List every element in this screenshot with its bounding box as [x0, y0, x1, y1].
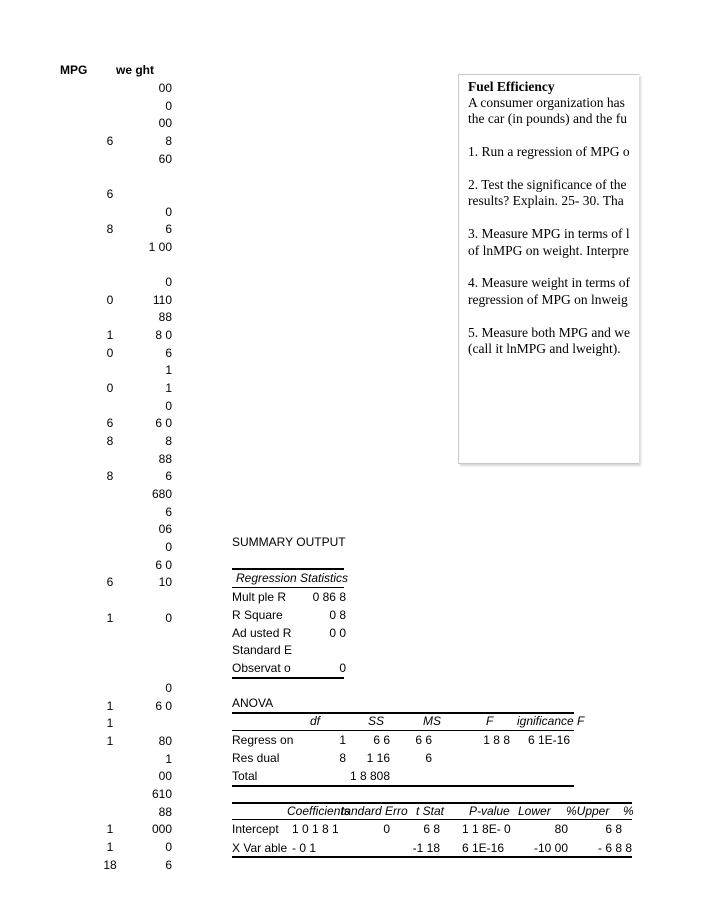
coef-header-coefficients: Coefficients: [287, 804, 350, 818]
coef-cell-c2: 0: [383, 822, 390, 836]
mpg-cell: 1: [106, 716, 114, 730]
reg-stat-label: Ad usted R: [232, 625, 292, 640]
coef-header-upper: %Upper: [566, 804, 610, 818]
weight-cell: 8: [165, 134, 172, 148]
coef-cell-c4: 6 1E-16: [462, 841, 505, 855]
reg-stat-value: 0: [339, 661, 346, 676]
mpg-cell: 1: [106, 611, 114, 625]
anova-cell-df: 1: [339, 733, 346, 747]
textbox-line: A consumer organization has: [468, 95, 625, 110]
weight-cell: 0: [165, 205, 172, 219]
anova-cell-f: 1 8 8: [483, 733, 510, 747]
weight-cell: 0: [165, 681, 172, 695]
textbox-line: 1. Run a regression of MPG o: [468, 144, 630, 160]
weight-cell: 00: [158, 81, 172, 95]
weight-cell: 0: [165, 99, 172, 113]
reg-stat-value: 0 0: [329, 625, 346, 640]
weight-cell: 6 0: [155, 416, 172, 430]
coef-header-extra: %: [623, 804, 634, 818]
weight-cell: 10: [158, 575, 172, 589]
coef-header-lower: Lower: [518, 804, 551, 818]
weight-cell: 610: [151, 787, 172, 801]
textbox-line: 3. Measure MPG in terms of l: [468, 226, 630, 242]
weight-cell: 6: [165, 505, 172, 519]
reg-stats-bottom-rule: [232, 677, 344, 679]
reg-stat-label: R Square: [232, 607, 283, 622]
textbox-line: (call it lnMPG and lweight).: [468, 341, 621, 356]
anova-header-f: F: [486, 714, 494, 728]
reg-stats-title: Regression Statistics: [236, 571, 349, 585]
coef-cell-c5: 80: [554, 822, 568, 836]
mpg-cell: 0: [106, 346, 114, 360]
anova-cell-ms: 6 6: [415, 733, 432, 747]
coef-cell-c1: 1 0 1 8 1: [292, 822, 339, 836]
anova-cell-sig: 6 1E-16: [527, 733, 570, 747]
weight-cell: 0: [165, 611, 172, 625]
textbox-line: 5. Measure both MPG and we: [468, 324, 630, 340]
mpg-cell: 18: [103, 858, 117, 872]
weight-cell: 0: [165, 540, 172, 554]
weight-column-header: we ght: [116, 63, 154, 77]
mpg-cell: 8: [106, 469, 114, 483]
anova-header-rule: [232, 730, 574, 731]
weight-cell: 6: [165, 222, 172, 236]
anova-header-ms: MS: [423, 714, 441, 728]
anova-cell-label: Total: [232, 768, 258, 783]
textbox-line: regression of MPG on lnweig: [468, 291, 628, 307]
anova-header-df: df: [310, 714, 321, 728]
textbox-line: 4. Measure weight in terms of: [468, 275, 630, 291]
mpg-cell: 1: [106, 822, 114, 836]
coef-cell-c4: 1 1 8E- 0: [462, 822, 511, 836]
mpg-column-header: MPG: [60, 63, 88, 77]
anova-bottom-rule: [232, 785, 574, 787]
weight-cell: 1: [165, 363, 172, 377]
textbox-line: results? Explain. 25- 30. Tha: [468, 193, 624, 209]
coef-header-t-stat: t Stat: [416, 804, 445, 818]
reg-stat-label: Observat o: [232, 661, 291, 676]
mpg-cell: 0: [106, 381, 114, 395]
weight-cell: 1: [165, 752, 172, 766]
weight-cell: 6: [165, 469, 172, 483]
coef-cell-c3: 6 8: [423, 822, 440, 836]
weight-cell: 00: [158, 769, 172, 783]
reg-stat-value: 0 8: [329, 607, 346, 622]
weight-cell: 680: [151, 487, 172, 501]
coef-cell-c3: -1 18: [412, 841, 440, 855]
coef-header-rule: [232, 819, 632, 820]
weight-cell: 00: [158, 116, 172, 130]
weight-cell: 6: [165, 858, 172, 872]
anova-cell-ss: 1 8 808: [349, 768, 390, 783]
anova-cell-ms: 6: [425, 750, 432, 765]
weight-cell: 0: [165, 840, 172, 854]
mpg-cell: 1: [106, 699, 114, 713]
anova-header-ss: SS: [368, 714, 385, 728]
weight-cell: 1 00: [148, 240, 172, 254]
weight-cell: 110: [152, 293, 172, 307]
weight-cell: 6 0: [155, 558, 172, 572]
reg-stats-header-rule: [232, 587, 344, 588]
anova-cell-ss: 1 16: [366, 750, 390, 765]
coef-header-std-error: tandard Erro: [341, 804, 408, 818]
weight-cell: 8 0: [155, 328, 172, 342]
weight-cell: 8: [165, 434, 172, 448]
mpg-cell: 1: [106, 328, 114, 342]
weight-cell: 80: [158, 734, 172, 748]
anova-header-significance: ignificance F: [517, 714, 585, 728]
textbox-line: of lnMPG on weight. Interpre: [468, 242, 629, 258]
coef-cell-c5: -10 00: [533, 841, 568, 855]
coef-cell-c6: 6 8: [605, 822, 622, 836]
fuel-efficiency-textbox[interactable]: [458, 74, 639, 464]
weight-cell: 06: [158, 522, 172, 536]
weight-cell: 0: [165, 275, 172, 289]
coef-cell-c1: - 0 1: [292, 841, 317, 855]
weight-cell: 1: [165, 381, 172, 395]
anova-title: ANOVA: [232, 696, 274, 710]
reg-stat-label: Standard E: [232, 643, 293, 658]
anova-cell-label: Res dual: [232, 750, 280, 765]
anova-cell-ss: 6 6: [373, 733, 390, 747]
weight-cell: 6: [165, 346, 172, 360]
mpg-cell: 8: [106, 434, 114, 448]
reg-stat-label: Mult ple R: [232, 590, 287, 604]
mpg-cell: 6: [106, 416, 114, 430]
coef-cell-label: Intercept: [232, 822, 279, 836]
textbox-line: the car (in pounds) and the fu: [468, 111, 627, 127]
mpg-cell: 6: [106, 575, 114, 589]
anova-cell-df: 8: [339, 750, 346, 765]
weight-cell: 88: [158, 805, 172, 819]
weight-cell: 0: [165, 399, 172, 413]
mpg-cell: 8: [106, 222, 114, 236]
textbox-line: 2. Test the significance of the: [468, 177, 627, 192]
coef-cell-c6: - 6 8: [597, 841, 622, 855]
coef-header-p-value: P-value: [469, 804, 510, 818]
weight-cell: 60: [158, 152, 172, 166]
anova-cell-label: Regress on: [232, 733, 294, 747]
coef-cell-label: X Var able: [232, 841, 288, 855]
coef-cell-c7: 8: [625, 841, 632, 855]
mpg-cell: 0: [106, 293, 114, 307]
mpg-cell: 6: [106, 187, 114, 201]
summary-output-title: SUMMARY OUTPUT: [232, 535, 346, 549]
reg-stat-value: 0 86 8: [312, 590, 346, 604]
weight-cell: 6 0: [155, 699, 172, 713]
mpg-cell: 1: [106, 734, 114, 748]
weight-cell: 88: [158, 310, 172, 324]
reg-stats-top-rule: [232, 568, 344, 570]
textbox-title: Fuel Efficiency: [468, 79, 555, 94]
weight-cell: 000: [151, 822, 172, 836]
mpg-cell: 1: [106, 840, 114, 854]
mpg-cell: 6: [106, 134, 114, 148]
weight-cell: 88: [158, 452, 172, 466]
coef-bottom-rule: [232, 856, 632, 858]
